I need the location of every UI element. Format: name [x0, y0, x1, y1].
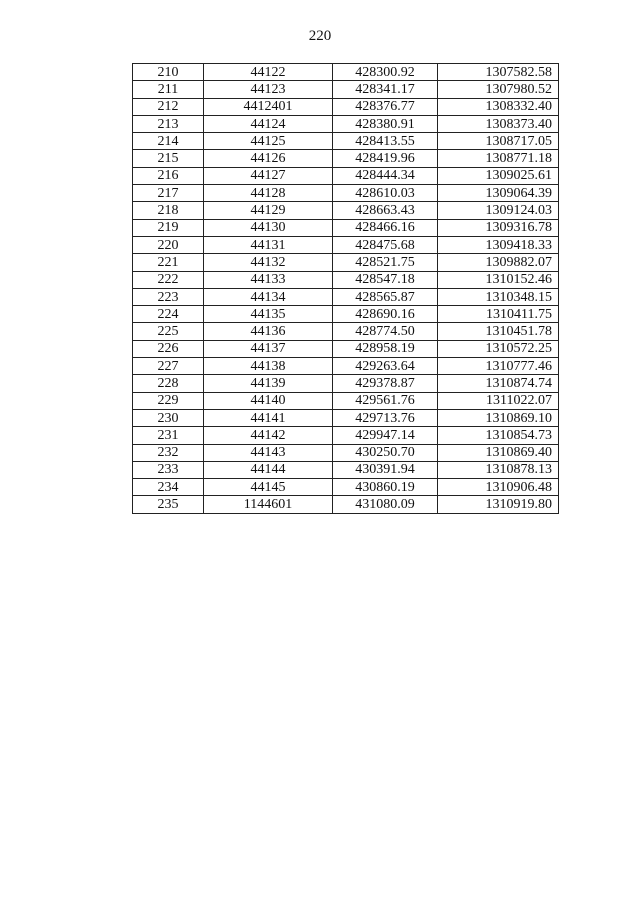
row-index-cell: 224: [133, 306, 204, 323]
x-coordinate-cell: 428466.16: [333, 219, 438, 236]
row-index-cell: 234: [133, 479, 204, 496]
y-coordinate-cell: 1308332.40: [438, 98, 559, 115]
point-id-cell: 44123: [204, 81, 333, 98]
table-row: [133, 236, 559, 253]
point-id-cell: 44137: [204, 340, 333, 357]
point-id-cell: 44134: [204, 288, 333, 305]
y-coordinate-cell: 1310874.74: [438, 375, 559, 392]
x-coordinate-cell: 430860.19: [333, 479, 438, 496]
point-id-cell: 44139: [204, 375, 333, 392]
point-id-cell: 44136: [204, 323, 333, 340]
y-coordinate-cell: 1311022.07: [438, 392, 559, 409]
table-row: [133, 427, 559, 444]
x-coordinate-cell: 428419.96: [333, 150, 438, 167]
y-coordinate-cell: 1310451.78: [438, 323, 559, 340]
point-id-cell: 4412401: [204, 98, 333, 115]
point-id-cell: 44128: [204, 185, 333, 202]
row-index-cell: 228: [133, 375, 204, 392]
point-id-cell: 44125: [204, 133, 333, 150]
point-id-cell: 44144: [204, 461, 333, 478]
row-index-cell: 210: [133, 64, 204, 81]
x-coordinate-cell: 428413.55: [333, 133, 438, 150]
table-row: [133, 64, 559, 81]
y-coordinate-cell: 1309882.07: [438, 254, 559, 271]
y-coordinate-cell: 1309025.61: [438, 167, 559, 184]
row-index-cell: 212: [133, 98, 204, 115]
y-coordinate-cell: 1307582.58: [438, 64, 559, 81]
row-index-cell: 217: [133, 185, 204, 202]
table-row: [133, 98, 559, 115]
x-coordinate-cell: 428774.50: [333, 323, 438, 340]
y-coordinate-cell: 1309316.78: [438, 219, 559, 236]
row-index-cell: 219: [133, 219, 204, 236]
row-index-cell: 211: [133, 81, 204, 98]
x-coordinate-cell: 428565.87: [333, 288, 438, 305]
x-coordinate-cell: 428690.16: [333, 306, 438, 323]
x-coordinate-cell: 431080.09: [333, 496, 438, 513]
table-row: [133, 167, 559, 184]
y-coordinate-cell: 1310411.75: [438, 306, 559, 323]
y-coordinate-cell: 1310919.80: [438, 496, 559, 513]
x-coordinate-cell: 428958.19: [333, 340, 438, 357]
x-coordinate-cell: 428444.34: [333, 167, 438, 184]
row-index-cell: 230: [133, 409, 204, 426]
point-id-cell: 44140: [204, 392, 333, 409]
y-coordinate-cell: 1310878.13: [438, 461, 559, 478]
table-row: [133, 496, 559, 513]
row-index-cell: 232: [133, 444, 204, 461]
y-coordinate-cell: 1307980.52: [438, 81, 559, 98]
row-index-cell: 222: [133, 271, 204, 288]
x-coordinate-cell: 428663.43: [333, 202, 438, 219]
x-coordinate-cell: 428376.77: [333, 98, 438, 115]
table-row: [133, 115, 559, 132]
point-id-cell: 44127: [204, 167, 333, 184]
point-id-cell: 1144601: [204, 496, 333, 513]
table-row: [133, 133, 559, 150]
x-coordinate-cell: 429263.64: [333, 358, 438, 375]
page-number: 220: [308, 28, 332, 44]
point-id-cell: 44138: [204, 358, 333, 375]
y-coordinate-cell: 1309124.03: [438, 202, 559, 219]
x-coordinate-cell: 428547.18: [333, 271, 438, 288]
table-row: [133, 219, 559, 236]
x-coordinate-cell: 428610.03: [333, 185, 438, 202]
table-row: [133, 392, 559, 409]
table-body: [133, 64, 559, 514]
point-id-cell: 44126: [204, 150, 333, 167]
point-id-cell: 44143: [204, 444, 333, 461]
row-index-cell: 227: [133, 358, 204, 375]
row-index-cell: 215: [133, 150, 204, 167]
y-coordinate-cell: 1310777.46: [438, 358, 559, 375]
x-coordinate-cell: 430250.70: [333, 444, 438, 461]
table-row: [133, 150, 559, 167]
table-row: [133, 306, 559, 323]
row-index-cell: 229: [133, 392, 204, 409]
table-row: [133, 479, 559, 496]
y-coordinate-cell: 1310854.73: [438, 427, 559, 444]
row-index-cell: 216: [133, 167, 204, 184]
row-index-cell: 223: [133, 288, 204, 305]
y-coordinate-cell: 1309064.39: [438, 185, 559, 202]
table-row: [133, 461, 559, 478]
y-coordinate-cell: 1310869.10: [438, 409, 559, 426]
table-row: [133, 185, 559, 202]
row-index-cell: 213: [133, 115, 204, 132]
x-coordinate-cell: 429378.87: [333, 375, 438, 392]
y-coordinate-cell: 1310869.40: [438, 444, 559, 461]
table-row: [133, 375, 559, 392]
table-row: [133, 254, 559, 271]
row-index-cell: 233: [133, 461, 204, 478]
point-id-cell: 44129: [204, 202, 333, 219]
row-index-cell: 221: [133, 254, 204, 271]
row-index-cell: 218: [133, 202, 204, 219]
point-id-cell: 44141: [204, 409, 333, 426]
point-id-cell: 44135: [204, 306, 333, 323]
x-coordinate-cell: 429713.76: [333, 409, 438, 426]
row-index-cell: 226: [133, 340, 204, 357]
row-index-cell: 225: [133, 323, 204, 340]
x-coordinate-cell: 429561.76: [333, 392, 438, 409]
x-coordinate-cell: 429947.14: [333, 427, 438, 444]
y-coordinate-cell: 1308717.05: [438, 133, 559, 150]
point-id-cell: 44131: [204, 236, 333, 253]
x-coordinate-cell: 428521.75: [333, 254, 438, 271]
y-coordinate-cell: 1308771.18: [438, 150, 559, 167]
x-coordinate-cell: 428341.17: [333, 81, 438, 98]
point-id-cell: 44133: [204, 271, 333, 288]
table-row: [133, 340, 559, 357]
x-coordinate-cell: 428380.91: [333, 115, 438, 132]
table-row: [133, 81, 559, 98]
y-coordinate-cell: 1310572.25: [438, 340, 559, 357]
point-id-cell: 44122: [204, 64, 333, 81]
table-row: [133, 202, 559, 219]
table-row: [133, 288, 559, 305]
row-index-cell: 231: [133, 427, 204, 444]
point-id-cell: 44124: [204, 115, 333, 132]
point-id-cell: 44130: [204, 219, 333, 236]
table-row: [133, 444, 559, 461]
point-id-cell: 44145: [204, 479, 333, 496]
row-index-cell: 220: [133, 236, 204, 253]
y-coordinate-cell: 1308373.40: [438, 115, 559, 132]
point-id-cell: 44142: [204, 427, 333, 444]
y-coordinate-cell: 1310348.15: [438, 288, 559, 305]
table-row: [133, 323, 559, 340]
y-coordinate-cell: 1310906.48: [438, 479, 559, 496]
row-index-cell: 235: [133, 496, 204, 513]
table-row: [133, 358, 559, 375]
table-row: [133, 271, 559, 288]
y-coordinate-cell: 1310152.46: [438, 271, 559, 288]
row-index-cell: 214: [133, 133, 204, 150]
x-coordinate-cell: 430391.94: [333, 461, 438, 478]
point-id-cell: 44132: [204, 254, 333, 271]
y-coordinate-cell: 1309418.33: [438, 236, 559, 253]
table-row: [133, 409, 559, 426]
x-coordinate-cell: 428475.68: [333, 236, 438, 253]
coordinates-table: [132, 63, 559, 514]
x-coordinate-cell: 428300.92: [333, 64, 438, 81]
